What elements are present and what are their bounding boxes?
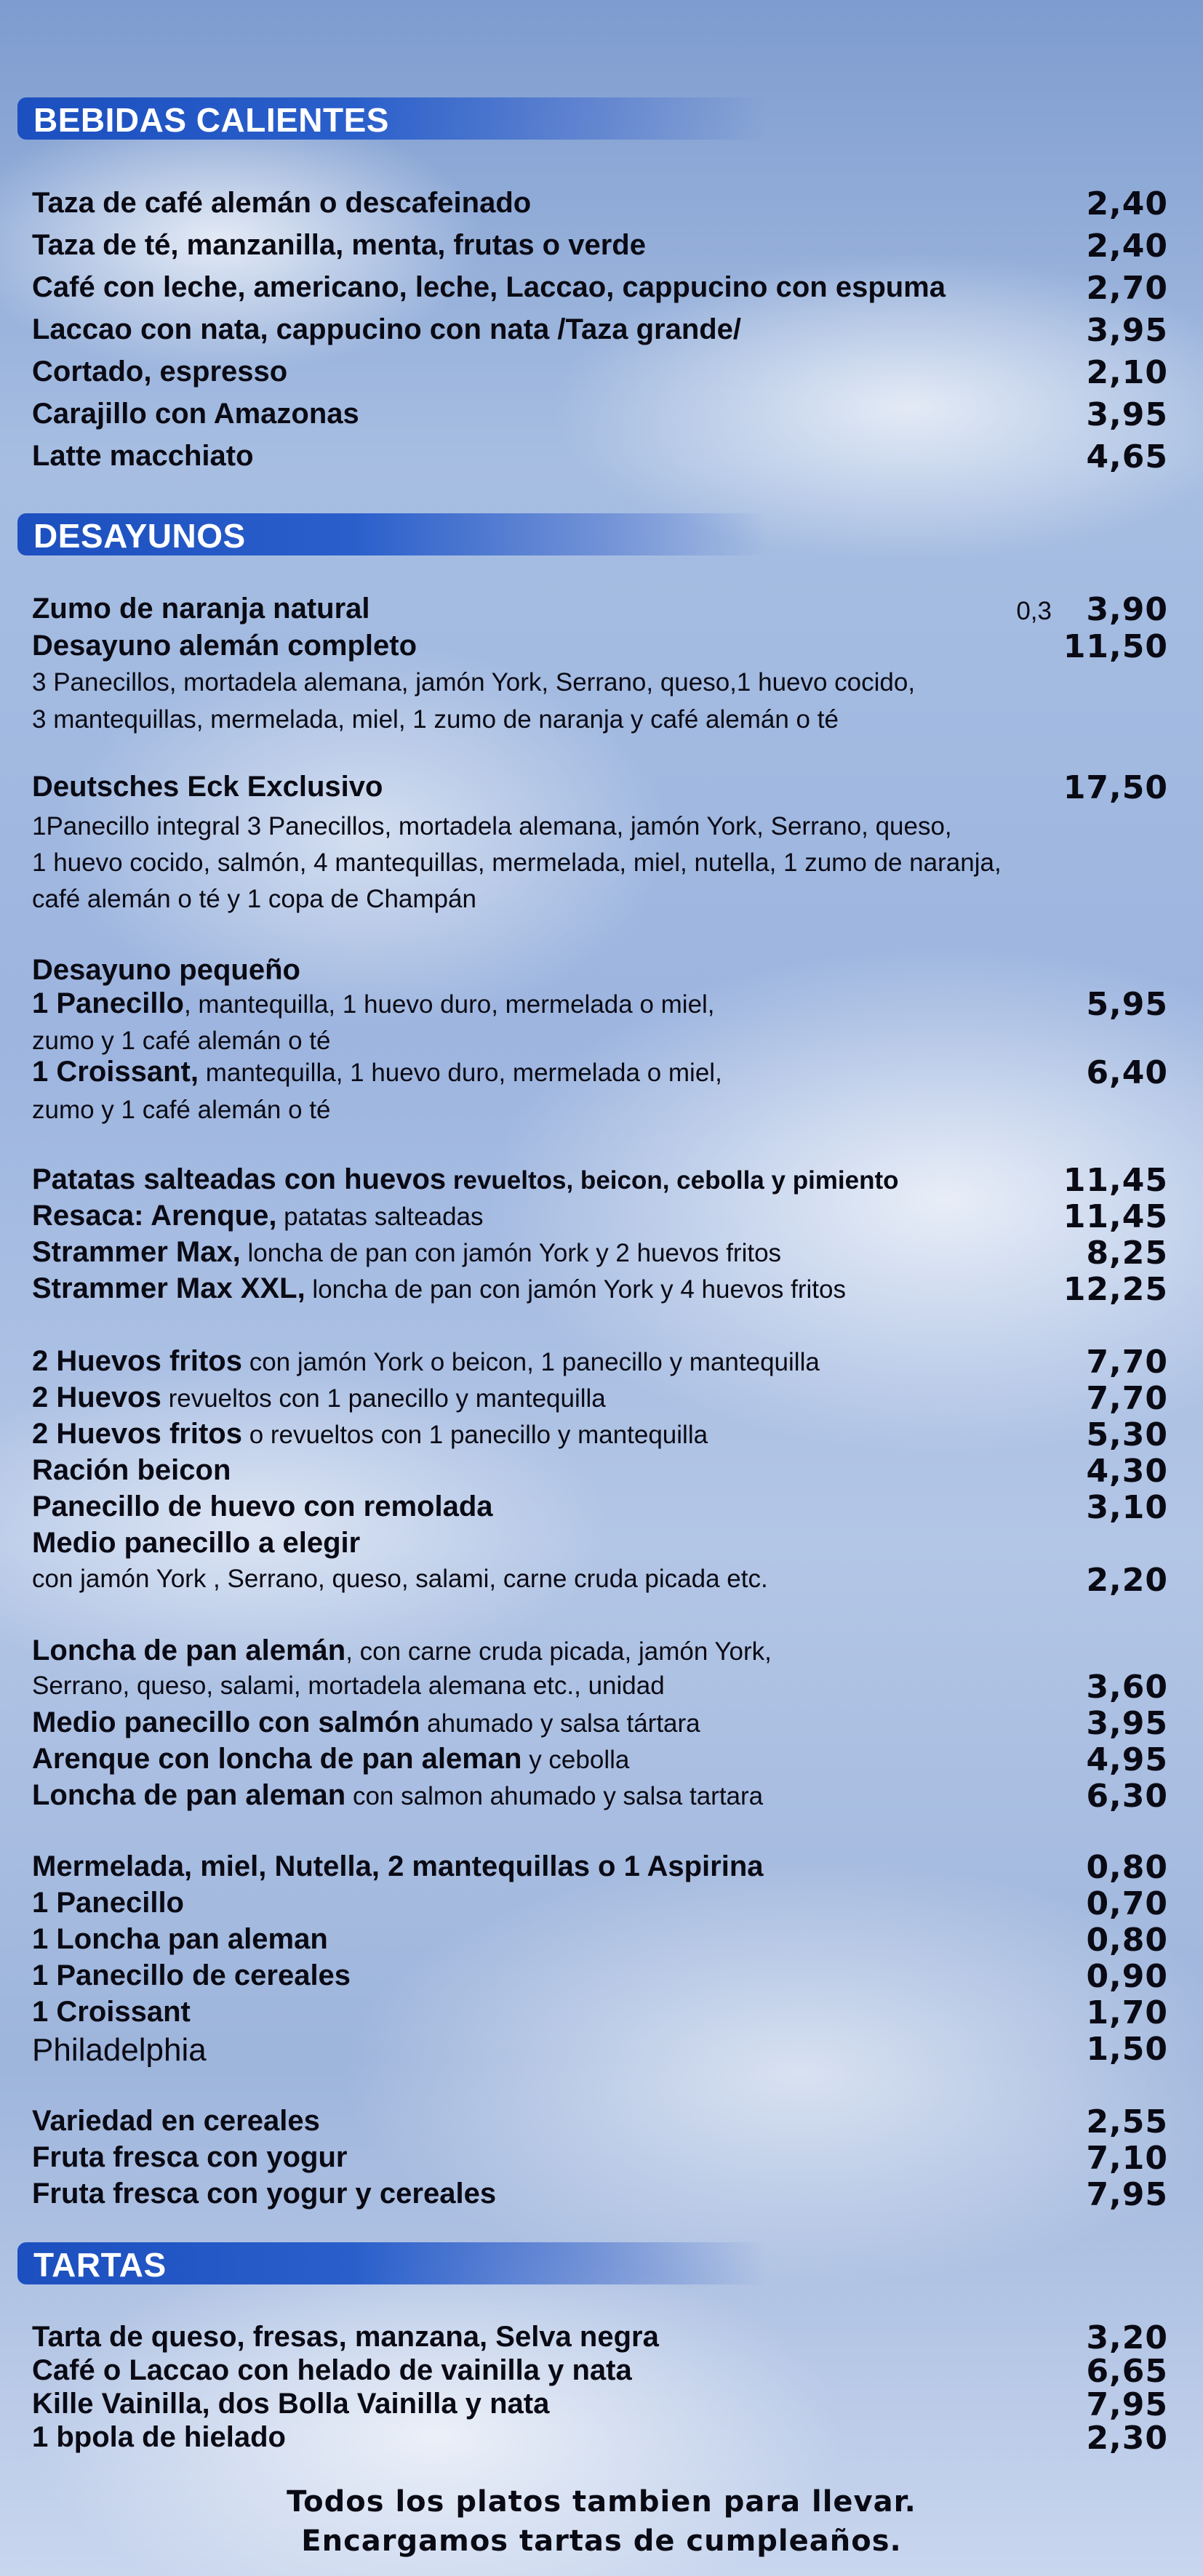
section-title: TARTAS: [33, 2246, 167, 2284]
item-name: 2 Huevos fritos con jamón York o beicon, 1 panecillo y mantequilla: [32, 1345, 820, 1377]
item-price: 8,25: [1086, 1235, 1168, 1272]
menu-item: [32, 2388, 1168, 2425]
item-description: con jamón York , Serrano, queso, salami, carne cruda picada etc.: [32, 1565, 768, 1593]
item-price: 11,50: [1063, 628, 1168, 665]
item-price: 3,95: [1086, 396, 1168, 433]
menu-item: [32, 1345, 1168, 1383]
item-name: Arenque con loncha de pan aleman y cebolla: [32, 1743, 630, 1775]
item-name: 1 Panecillo de cereales: [32, 1959, 351, 1991]
item-name: Panecillo de huevo con remolada: [32, 1490, 493, 1522]
item-price: 3,90: [1086, 591, 1168, 628]
item-name: 2 Huevos revueltos con 1 panecillo y mantequilla: [32, 1381, 606, 1413]
menu-item: [32, 1272, 1168, 1310]
section-title: DESAYUNOS: [33, 517, 246, 555]
item-name: Zumo de naranja natural: [32, 593, 370, 625]
menu-subheading: Desayuno pequeño: [32, 954, 300, 986]
menu-item: [32, 313, 1168, 351]
item-price: 12,25: [1063, 1271, 1168, 1308]
item-description: café alemán o té y 1 copa de Champán: [32, 885, 476, 913]
menu-item: [32, 2178, 1168, 2215]
menu-item: [32, 771, 1168, 808]
item-name: Café con leche, americano, leche, Laccao, cappucino con espuma: [32, 271, 946, 303]
menu-item: [32, 187, 1168, 225]
item-price: 4,95: [1086, 1741, 1168, 1778]
item-price: 4,65: [1086, 438, 1168, 476]
item-description: zumo y 1 café alemán o té: [32, 1096, 331, 1124]
item-name: Fruta fresca con yogur: [32, 2141, 348, 2173]
menu-item: [32, 1163, 1168, 1201]
item-price: 6,65: [1086, 2353, 1168, 2390]
section-header-hot-drinks: [17, 97, 767, 140]
menu-item: [32, 1923, 1168, 1961]
menu-item: [32, 1490, 1168, 1528]
item-name: 2 Huevos fritos o revueltos con 1 panecillo y mantequilla: [32, 1418, 708, 1450]
item-description: 3 mantequillas, mermelada, miel, 1 zumo de naranja y café alemán o té: [32, 705, 839, 734]
item-name: Laccao con nata, cappucino con nata /Taza grande/: [32, 313, 742, 345]
item-name: Philadelphia: [32, 2032, 207, 2068]
item-price: 17,50: [1063, 769, 1168, 806]
menu-item: [32, 1056, 1168, 1094]
item-name: 1 Panecillo: [32, 1887, 184, 1919]
item-price: 2,30: [1086, 2420, 1168, 2457]
menu-item: [32, 2141, 1168, 2179]
item-price: 1,70: [1086, 1994, 1168, 2031]
item-price: 3,20: [1086, 2319, 1168, 2356]
menu-subheading: Medio panecillo a elegir: [32, 1527, 361, 1559]
item-quantity: 0,3: [1016, 597, 1052, 625]
item-price: 0,80: [1086, 1922, 1168, 1959]
item-name: 1 bpola de hielado: [32, 2421, 286, 2453]
item-name: Taza de té, manzanilla, menta, frutas o verde: [32, 229, 646, 261]
item-price: 2,55: [1086, 2103, 1168, 2140]
menu-item: [32, 271, 1168, 309]
item-price: 2,40: [1086, 228, 1168, 265]
item-name: Variedad en cereales: [32, 2105, 320, 2137]
item-price: 6,30: [1086, 1778, 1168, 1815]
item-name: Taza de café alemán o descafeinado: [32, 187, 532, 219]
item-name: Latte macchiato: [32, 440, 254, 472]
item-description: Serrano, queso, salami, mortadela alemana etc., unidad: [32, 1672, 665, 1700]
item-name: Loncha de pan alemán, con carne cruda picada, jamón York,: [32, 1634, 772, 1666]
item-name: Café o Laccao con helado de vainilla y nata: [32, 2354, 632, 2386]
item-name: Fruta fresca con yogur y cereales: [32, 2178, 497, 2210]
item-price: 1,50: [1086, 2031, 1168, 2068]
item-price: 7,95: [1086, 2386, 1168, 2423]
menu-item: [32, 1959, 1168, 1997]
item-price: 2,40: [1086, 185, 1168, 222]
item-price: 3,95: [1086, 1705, 1168, 1742]
menu-item: [32, 1200, 1168, 1237]
menu-item: [32, 1743, 1168, 1781]
menu-item: [32, 593, 1168, 630]
item-price: 4,30: [1086, 1453, 1168, 1490]
item-description: 1 huevo cocido, salmón, 4 mantequillas, mermelada, miel, nutella, 1 zumo de naranja,: [32, 848, 1002, 877]
item-name: Deutsches Eck Exclusivo: [32, 771, 383, 803]
menu-item: [32, 1887, 1168, 1925]
item-description: 1Panecillo integral 3 Panecillos, mortadela alemana, jamón York, Serrano, queso,: [32, 812, 952, 840]
item-price: 2,20: [1086, 1562, 1168, 1599]
item-price: 0,80: [1086, 1849, 1168, 1886]
menu-item: [32, 1850, 1168, 1888]
item-price: 0,70: [1086, 1885, 1168, 1922]
item-name: 1 Croissant, mantequilla, 1 huevo duro, mermelada o miel,: [32, 1056, 722, 1088]
menu-item: [32, 440, 1168, 478]
menu-item: [32, 356, 1168, 393]
item-name: 1 Loncha pan aleman: [32, 1923, 328, 1955]
menu-item: [32, 1779, 1168, 1817]
section-title: BEBIDAS CALIENTES: [33, 101, 389, 139]
item-description: zumo y 1 café alemán o té: [32, 1027, 331, 1055]
item-price: 7,95: [1086, 2176, 1168, 2213]
item-name: Desayuno alemán completo: [32, 630, 417, 662]
menu-item: [32, 1563, 1168, 1601]
item-price: 3,60: [1086, 1669, 1168, 1706]
menu-item: [32, 1381, 1168, 1419]
item-price: 2,70: [1086, 270, 1168, 307]
menu-item: [32, 398, 1168, 436]
menu-item: [32, 2321, 1168, 2359]
menu-item: [32, 630, 1168, 667]
item-name: Mermelada, miel, Nutella, 2 mantequillas o 1 Aspirina: [32, 1850, 764, 1882]
item-name: Tarta de queso, fresas, manzana, Selva negra: [32, 2321, 659, 2353]
menu-item: [32, 2105, 1168, 2143]
item-price: 5,95: [1086, 986, 1168, 1023]
menu-item: [32, 229, 1168, 267]
menu-item: [32, 1454, 1168, 1492]
menu-item: [32, 1670, 1168, 1708]
menu-item: [32, 2032, 1168, 2070]
menu-item: [32, 1706, 1168, 1744]
menu-item: [32, 987, 1168, 1025]
item-price: 7,70: [1086, 1344, 1168, 1381]
section-header-breakfast: [17, 513, 767, 555]
item-price: 3,95: [1086, 312, 1168, 349]
item-price: 0,90: [1086, 1958, 1168, 1995]
item-description: 3 Panecillos, mortadela alemana, jamón York, Serrano, queso,1 huevo cocido,: [32, 668, 916, 697]
item-name: Loncha de pan aleman con salmon ahumado y salsa tartara: [32, 1779, 764, 1811]
menu-item: [32, 1418, 1168, 1456]
menu-item: [32, 1236, 1168, 1274]
item-price: 3,10: [1086, 1489, 1168, 1526]
item-name: Strammer Max XXL, loncha de pan con jamón York y 4 huevos fritos: [32, 1272, 846, 1304]
footer-line: Todos los platos tambien para llevar.: [287, 2485, 916, 2519]
item-name: Kille Vainilla, dos Bolla Vainilla y nata: [32, 2388, 550, 2420]
item-name: Resaca: Arenque, patatas salteadas: [32, 1200, 484, 1232]
footer-line: Encargamos tartas de cumpleaños.: [301, 2524, 902, 2558]
menu-item: [32, 2354, 1168, 2392]
item-price: 6,40: [1086, 1054, 1168, 1091]
item-price: 11,45: [1063, 1162, 1168, 1199]
item-name: Patatas salteadas con huevos revueltos, beicon, cebolla y pimiento: [32, 1163, 899, 1195]
menu-item: [32, 1996, 1168, 2034]
item-name: Cortado, espresso: [32, 356, 288, 388]
menu-item: [32, 2421, 1168, 2459]
item-price: 5,30: [1086, 1416, 1168, 1453]
item-name: 1 Panecillo, mantequilla, 1 huevo duro, mermelada o miel,: [32, 987, 715, 1019]
item-price: 11,45: [1063, 1198, 1168, 1235]
item-name: Carajillo con Amazonas: [32, 398, 359, 430]
item-name: Strammer Max, loncha de pan con jamón York y 2 huevos fritos: [32, 1236, 782, 1268]
item-price: 7,70: [1086, 1380, 1168, 1417]
item-price: 2,10: [1086, 354, 1168, 391]
item-price: 7,10: [1086, 2140, 1168, 2177]
section-header-cakes: [17, 2242, 767, 2284]
item-name: Medio panecillo con salmón ahumado y salsa tártara: [32, 1706, 700, 1738]
item-name: Ración beicon: [32, 1454, 231, 1486]
item-name: 1 Croissant: [32, 1996, 191, 2028]
menu-item: [32, 1634, 1168, 1672]
